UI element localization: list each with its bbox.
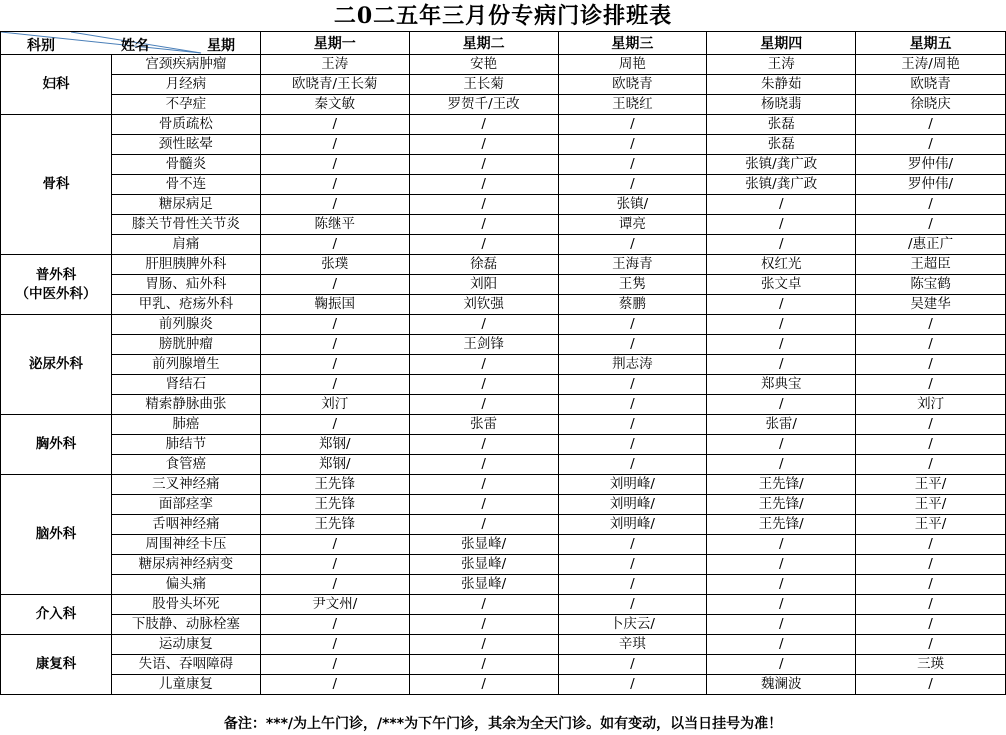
doctor-cell: 王长菊 xyxy=(409,75,558,95)
doctor-cell: 欧晓青 xyxy=(856,75,1006,95)
doctor-cell: / xyxy=(856,595,1006,615)
doctor-cell: / xyxy=(260,115,409,135)
doctor-cell: 王涛/周艳 xyxy=(856,55,1006,75)
doctor-cell: / xyxy=(260,415,409,435)
doctor-cell: 张文卓 xyxy=(707,275,856,295)
doctor-cell: 王海青 xyxy=(558,255,707,275)
department-name: 胸外科 xyxy=(35,436,77,452)
disease-cell: 胃肠、疝外科 xyxy=(111,275,260,295)
doctor-cell: / xyxy=(260,575,409,595)
table-row xyxy=(1,195,1006,215)
doctor-cell: / xyxy=(260,275,409,295)
doctor-cell: / xyxy=(707,315,856,335)
doctor-cell: / xyxy=(558,115,707,135)
doctor-cell: 张镇/龚广政 xyxy=(707,155,856,175)
doctor-cell: / xyxy=(707,635,856,655)
doctor-cell: 尹文州/ xyxy=(260,595,409,615)
day-header-wed: 星期三 xyxy=(558,32,707,55)
doctor-cell: 陈继平 xyxy=(260,215,409,235)
disease-cell: 运动康复 xyxy=(111,635,260,655)
footer-note: 备注：***/为上午门诊，/***为下午门诊，其余为全天门诊。如有变动，以当日挂号为准！ xyxy=(223,716,783,732)
doctor-cell: / xyxy=(707,195,856,215)
doctor-cell: / xyxy=(707,355,856,375)
doctor-cell: / xyxy=(260,615,409,635)
table-row xyxy=(1,575,1006,595)
day-header-fri: 星期五 xyxy=(856,32,1006,55)
disease-cell: 下肢静、动脉栓塞 xyxy=(111,615,260,635)
doctor-cell: 王先锋/ xyxy=(707,495,856,515)
doctor-cell: / xyxy=(558,655,707,675)
doctor-cell: / xyxy=(707,575,856,595)
doctor-cell: / xyxy=(707,535,856,555)
table-row xyxy=(1,455,1006,475)
disease-cell: 糖尿病神经病变 xyxy=(111,555,260,575)
table-row xyxy=(1,235,1006,255)
doctor-cell: / xyxy=(856,675,1006,695)
department-cell xyxy=(1,315,112,415)
doctor-cell: 刘阳 xyxy=(409,275,558,295)
department-name: 妇科 xyxy=(42,76,70,92)
doctor-cell: 卜庆云/ xyxy=(558,615,707,635)
doctor-cell: 荆志涛 xyxy=(558,355,707,375)
corner-week-label: 星期 xyxy=(207,38,235,54)
doctor-cell: / xyxy=(409,635,558,655)
disease-cell: 偏头痛 xyxy=(111,575,260,595)
doctor-cell: / xyxy=(260,195,409,215)
doctor-cell: 张镇/龚广政 xyxy=(707,175,856,195)
doctor-cell: / xyxy=(409,595,558,615)
doctor-cell: 蔡鹏 xyxy=(558,295,707,315)
doctor-cell: 王超臣 xyxy=(856,255,1006,275)
doctor-cell: / xyxy=(856,635,1006,655)
doctor-cell: / xyxy=(558,575,707,595)
disease-cell: 周围神经卡压 xyxy=(111,535,260,555)
disease-cell: 精索静脉曲张 xyxy=(111,395,260,415)
table-row xyxy=(1,375,1006,395)
disease-cell: 骨质疏松 xyxy=(111,115,260,135)
doctor-cell: / xyxy=(409,655,558,675)
doctor-cell: 三瑛 xyxy=(856,655,1006,675)
department-cell xyxy=(1,55,112,115)
doctor-cell: / xyxy=(707,215,856,235)
doctor-cell: / xyxy=(409,615,558,635)
table-row xyxy=(1,115,1006,135)
doctor-cell: 张雷/ xyxy=(707,415,856,435)
doctor-cell: 辛琪 xyxy=(558,635,707,655)
doctor-cell: / xyxy=(260,135,409,155)
doctor-cell: / xyxy=(856,435,1006,455)
table-row xyxy=(1,335,1006,355)
doctor-cell: 王先锋 xyxy=(260,515,409,535)
doctor-cell: / xyxy=(558,335,707,355)
disease-cell: 前列腺增生 xyxy=(111,355,260,375)
table-row xyxy=(1,95,1006,115)
disease-cell: 糖尿病足 xyxy=(111,195,260,215)
doctor-cell: / xyxy=(856,335,1006,355)
doctor-cell: / xyxy=(409,155,558,175)
table-row xyxy=(1,275,1006,295)
table-row xyxy=(1,635,1006,655)
disease-cell: 食管癌 xyxy=(111,455,260,475)
doctor-cell: / xyxy=(409,195,558,215)
doctor-cell: 张显峰/ xyxy=(409,555,558,575)
day-header-mon: 星期一 xyxy=(260,32,409,55)
day-header-tue: 星期二 xyxy=(409,32,558,55)
doctor-cell: 吴建华 xyxy=(856,295,1006,315)
disease-cell: 肝胆胰脾外科 xyxy=(111,255,260,275)
doctor-cell: / xyxy=(409,455,558,475)
table-row xyxy=(1,135,1006,155)
doctor-cell: 刘明峰/ xyxy=(558,475,707,495)
table-row xyxy=(1,255,1006,275)
doctor-cell: / xyxy=(409,395,558,415)
doctor-cell: 王涛 xyxy=(707,55,856,75)
disease-cell: 膝关节骨性关节炎 xyxy=(111,215,260,235)
doctor-cell: / xyxy=(409,675,558,695)
department-name: 介入科 xyxy=(35,606,77,622)
doctor-cell: 魏澜波 xyxy=(707,675,856,695)
doctor-cell: 欧晓青 xyxy=(558,75,707,95)
doctor-cell: 秦文敏 xyxy=(260,95,409,115)
doctor-cell: / xyxy=(558,135,707,155)
doctor-cell: / xyxy=(409,355,558,375)
disease-cell: 失语、吞咽障碍 xyxy=(111,655,260,675)
doctor-cell: / xyxy=(558,555,707,575)
table-row xyxy=(1,495,1006,515)
doctor-cell: / xyxy=(856,555,1006,575)
doctor-cell: 权红光 xyxy=(707,255,856,275)
table-row xyxy=(1,295,1006,315)
table-row xyxy=(1,315,1006,335)
table-row xyxy=(1,355,1006,375)
disease-cell: 不孕症 xyxy=(111,95,260,115)
doctor-cell: / xyxy=(558,155,707,175)
department-name: 普外科 xyxy=(35,266,77,283)
doctor-cell: / xyxy=(260,535,409,555)
doctor-cell: / xyxy=(707,335,856,355)
doctor-cell: / xyxy=(260,315,409,335)
doctor-cell: 张璞 xyxy=(260,255,409,275)
disease-cell: 宫颈疾病肿瘤 xyxy=(111,55,260,75)
doctor-cell: / xyxy=(856,115,1006,135)
doctor-cell: 王平/ xyxy=(856,475,1006,495)
disease-cell: 甲乳、疮疡外科 xyxy=(111,295,260,315)
doctor-cell: / xyxy=(558,675,707,695)
table-row xyxy=(1,155,1006,175)
disease-cell: 月经病 xyxy=(111,75,260,95)
table-row xyxy=(1,615,1006,635)
doctor-cell: 张磊 xyxy=(707,135,856,155)
doctor-cell: 王先锋 xyxy=(260,475,409,495)
doctor-cell: 王平/ xyxy=(856,515,1006,535)
disease-cell: 面部痉挛 xyxy=(111,495,260,515)
doctor-cell: 张雷 xyxy=(409,415,558,435)
doctor-cell: 徐晓庆 xyxy=(856,95,1006,115)
doctor-cell: 鞠振国 xyxy=(260,295,409,315)
doctor-cell: / xyxy=(260,675,409,695)
corner-header xyxy=(1,32,261,55)
table-row xyxy=(1,515,1006,535)
table-row xyxy=(1,55,1006,75)
doctor-cell: / xyxy=(260,635,409,655)
department-name: （中医外科） xyxy=(15,285,97,302)
doctor-cell: / xyxy=(558,375,707,395)
doctor-cell: / xyxy=(707,615,856,635)
doctor-cell: 刘汀 xyxy=(260,395,409,415)
doctor-cell: / xyxy=(409,475,558,495)
disease-cell: 股骨头坏死 xyxy=(111,595,260,615)
header-row xyxy=(1,32,1006,55)
doctor-cell: / xyxy=(558,415,707,435)
corner-name-label: 姓名 xyxy=(121,38,149,54)
doctor-cell: / xyxy=(856,215,1006,235)
disease-cell: 舌咽神经痛 xyxy=(111,515,260,535)
doctor-cell: / xyxy=(707,595,856,615)
doctor-cell: / xyxy=(558,235,707,255)
disease-cell: 膀胱肿瘤 xyxy=(111,335,260,355)
doctor-cell: / xyxy=(409,315,558,335)
department-cell xyxy=(1,595,112,635)
doctor-cell: / xyxy=(409,375,558,395)
doctor-cell: 陈宝鹤 xyxy=(856,275,1006,295)
doctor-cell: / xyxy=(409,215,558,235)
doctor-cell: / xyxy=(409,175,558,195)
department-name: 康复科 xyxy=(35,656,77,672)
doctor-cell: / xyxy=(260,355,409,375)
table-row xyxy=(1,175,1006,195)
disease-cell: 肩痛 xyxy=(111,235,260,255)
department-cell xyxy=(1,255,112,315)
doctor-cell: / xyxy=(707,435,856,455)
doctor-cell: 郑典宝 xyxy=(707,375,856,395)
disease-cell: 肾结石 xyxy=(111,375,260,395)
doctor-cell: 周艳 xyxy=(558,55,707,75)
doctor-cell: 王先锋/ xyxy=(707,475,856,495)
doctor-cell: / xyxy=(558,435,707,455)
department-name: 骨科 xyxy=(42,176,70,192)
doctor-cell: 安艳 xyxy=(409,55,558,75)
table-row xyxy=(1,555,1006,575)
doctor-cell: / xyxy=(558,315,707,335)
doctor-cell: / xyxy=(856,575,1006,595)
doctor-cell: / xyxy=(856,355,1006,375)
corner-dept-label: 科别 xyxy=(27,38,55,54)
disease-cell: 肺癌 xyxy=(111,415,260,435)
day-header-thu: 星期四 xyxy=(707,32,856,55)
doctor-cell: / xyxy=(409,115,558,135)
doctor-cell: 王先锋 xyxy=(260,495,409,515)
doctor-cell: / xyxy=(409,235,558,255)
doctor-cell: 刘汀 xyxy=(856,395,1006,415)
doctor-cell: /惠正广 xyxy=(856,235,1006,255)
doctor-cell: / xyxy=(707,655,856,675)
table-row xyxy=(1,475,1006,495)
disease-cell: 儿童康复 xyxy=(111,675,260,695)
disease-cell: 三叉神经痛 xyxy=(111,475,260,495)
doctor-cell: / xyxy=(856,135,1006,155)
schedule-body xyxy=(1,55,1006,695)
doctor-cell: 罗仲伟/ xyxy=(856,175,1006,195)
doctor-cell: 刘钦强 xyxy=(409,295,558,315)
doctor-cell: 罗贺千/王改 xyxy=(409,95,558,115)
doctor-cell: / xyxy=(707,295,856,315)
schedule-table xyxy=(0,31,1006,695)
page-title: 二0二五年三月份专病门诊排班表 xyxy=(333,3,673,29)
department-cell xyxy=(1,475,112,595)
doctor-cell: 欧晓青/王长菊 xyxy=(260,75,409,95)
doctor-cell: / xyxy=(856,375,1006,395)
disease-cell: 颈性眩晕 xyxy=(111,135,260,155)
doctor-cell: / xyxy=(409,515,558,535)
doctor-cell: / xyxy=(260,655,409,675)
doctor-cell: / xyxy=(260,335,409,355)
doctor-cell: / xyxy=(558,175,707,195)
doctor-cell: 罗仲伟/ xyxy=(856,155,1006,175)
table-row xyxy=(1,675,1006,695)
doctor-cell: / xyxy=(856,455,1006,475)
doctor-cell: 张镇/ xyxy=(558,195,707,215)
doctor-cell: / xyxy=(409,135,558,155)
disease-cell: 骨不连 xyxy=(111,175,260,195)
doctor-cell: / xyxy=(558,455,707,475)
disease-cell: 肺结节 xyxy=(111,435,260,455)
doctor-cell: 杨晓翡 xyxy=(707,95,856,115)
doctor-cell: / xyxy=(260,555,409,575)
doctor-cell: 王剑锋 xyxy=(409,335,558,355)
table-row xyxy=(1,415,1006,435)
doctor-cell: / xyxy=(856,615,1006,635)
doctor-cell: / xyxy=(409,435,558,455)
doctor-cell: / xyxy=(856,195,1006,215)
doctor-cell: / xyxy=(260,235,409,255)
doctor-cell: / xyxy=(707,395,856,415)
doctor-cell: 张显峰/ xyxy=(409,575,558,595)
doctor-cell: / xyxy=(707,555,856,575)
department-cell xyxy=(1,415,112,475)
doctor-cell: 徐磊 xyxy=(409,255,558,275)
table-row xyxy=(1,75,1006,95)
department-cell xyxy=(1,635,112,695)
department-name: 脑外科 xyxy=(35,526,77,542)
table-row xyxy=(1,595,1006,615)
doctor-cell: 王先锋/ xyxy=(707,515,856,535)
doctor-cell: / xyxy=(260,175,409,195)
doctor-cell: 谭亮 xyxy=(558,215,707,235)
department-cell xyxy=(1,115,112,255)
doctor-cell: / xyxy=(856,415,1006,435)
doctor-cell: / xyxy=(260,375,409,395)
table-row xyxy=(1,535,1006,555)
doctor-cell: / xyxy=(558,595,707,615)
doctor-cell: 张显峰/ xyxy=(409,535,558,555)
table-row xyxy=(1,655,1006,675)
table-row xyxy=(1,215,1006,235)
doctor-cell: 郑钢/ xyxy=(260,455,409,475)
doctor-cell: / xyxy=(707,455,856,475)
doctor-cell: 朱静茹 xyxy=(707,75,856,95)
doctor-cell: 王涛 xyxy=(260,55,409,75)
doctor-cell: / xyxy=(707,235,856,255)
doctor-cell: 王隽 xyxy=(558,275,707,295)
doctor-cell: / xyxy=(856,315,1006,335)
doctor-cell: 刘明峰/ xyxy=(558,495,707,515)
table-row xyxy=(1,395,1006,415)
doctor-cell: 王晓红 xyxy=(558,95,707,115)
disease-cell: 骨髓炎 xyxy=(111,155,260,175)
doctor-cell: 郑钢/ xyxy=(260,435,409,455)
doctor-cell: 刘明峰/ xyxy=(558,515,707,535)
doctor-cell: / xyxy=(558,535,707,555)
department-name: 泌尿外科 xyxy=(28,356,83,372)
doctor-cell: 王平/ xyxy=(856,495,1006,515)
doctor-cell: 张磊 xyxy=(707,115,856,135)
doctor-cell: / xyxy=(409,495,558,515)
doctor-cell: / xyxy=(260,155,409,175)
doctor-cell: / xyxy=(856,535,1006,555)
doctor-cell: / xyxy=(558,395,707,415)
disease-cell: 前列腺炎 xyxy=(111,315,260,335)
table-row xyxy=(1,435,1006,455)
